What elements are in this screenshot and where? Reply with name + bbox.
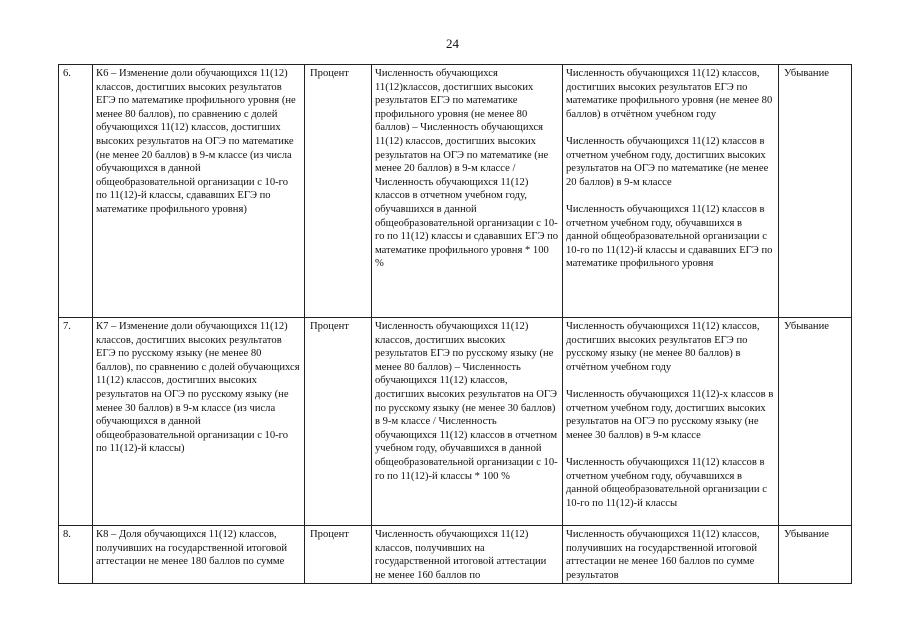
source-data <box>563 526 779 584</box>
calculation-formula: Численность обучающихся 11(12) классов, достигших высоких результатов ЕГЭ по русскому языку (не менее 80 баллов) – Численность обучающихся 11(12) классов, достигших высоких результатов на ОГЭ по русскому языку (не менее 30 баллов) в 9-м классе / Численность обучающихся 11(12) классов в отчетном учебном году, обучавшихся в данной общеобразовательной организации с 10-го по 11(12)-й классы * 100 % <box>372 318 563 526</box>
calculation-formula: Численность обучающихся 11(12) классов, получивших на государственной итоговой аттестации не менее 160 баллов по <box>372 526 563 584</box>
calculation-formula: Численность обучающихся 11(12)классов, достигших высоких результатов ЕГЭ по математике профильного уровня (не менее 80 баллов) – Численность обучающихся 11(12) классов, достигших высоких результатов на ОГЭ по математике (не менее 20 баллов) в 9-м классе / Численность обучающихся 11(12) классов в отчетном учебном году, обучавшихся в данной общеобразовательной организации с 10-го по 11(12) классы и сдававших ЕГЭ по математике профильного уровня * 100 % <box>372 65 563 318</box>
source-item: Численность обучающихся 11(12)-х классов в отчетном учебном году, достигших высоких результатов на ОГЭ по русскому языку (не менее 30 баллов) в 9-м классе <box>566 388 774 441</box>
unit-of-measure: Процент <box>305 65 372 318</box>
source-item: Численность обучающихся 11(12) классов, достигших высоких результатов ЕГЭ по русскому языку (не менее 80 баллов) в отчётном учебном году <box>566 321 760 373</box>
page-number: 24 <box>446 36 459 51</box>
source-data <box>563 318 779 526</box>
table-row <box>59 65 852 318</box>
indicator-name: К6 – Изменение доли обучающихся 11(12) классов, достигших высоких результатов ЕГЭ по математике профильного уровня (не менее 80 баллов), по сравнению с долей обучающихся 11(12) классов, достигших высоких результатов на ОГЭ по математике (не менее 20 баллов) в 9-м классе (из числа обучающихся в данной общеобразовательной организации с 10-го по 11(12)-й классы, сдававших ЕГЭ по математике профильного уровня) <box>93 65 305 318</box>
indicator-name: К7 – Изменение доли обучающихся 11(12) классов, достигших высоких результатов ЕГЭ по русскому языку (не менее 80 баллов), по сравнению с долей обучающихся 11(12) классов, достигших высоких результатов на ОГЭ по русскому языку (не менее 30 баллов) в 9-м классе (из числа обучающихся в данной общеобразовательной организации с 10-го по 11(12)-й классы) <box>93 318 305 526</box>
indicator-name: К8 – Доля обучающихся 11(12) классов, получивших на государственной итоговой аттестации не менее 180 баллов по сумме <box>93 526 305 584</box>
unit-of-measure: Процент <box>305 526 372 584</box>
unit-of-measure: Процент <box>305 318 372 526</box>
row-number: 8. <box>59 526 93 584</box>
source-item: Численность обучающихся 11(12) классов в отчетном учебном году, достигших высоких результатов на ОГЭ по математике (не менее 20 баллов) в 9-м классе <box>566 135 769 188</box>
source-item: Численность обучающихся 11(12) классов, достигших высоких результатов ЕГЭ по математике профильного уровня (не менее 80 баллов) в отчётном учебном году <box>566 68 773 120</box>
source-item: Численность обучающихся 11(12) классов, получивших на государственной итоговой аттестации не менее 160 баллов по сумме результатов <box>566 529 760 581</box>
trend: Убывание <box>779 526 852 584</box>
row-number: 7. <box>59 318 93 526</box>
table-row <box>59 526 852 584</box>
trend: Убывание <box>779 318 852 526</box>
source-item: Численность обучающихся 11(12) классов в отчетном учебном году, обучавшихся в данной общеобразовательной организации с 10-го по 11(12)-й классы и сдававших ЕГЭ по математике профильного уровня <box>566 203 773 270</box>
indicators-table <box>58 64 852 584</box>
table-row <box>59 318 852 526</box>
source-data <box>563 65 779 318</box>
row-number: 6. <box>59 65 93 318</box>
trend: Убывание <box>779 65 852 318</box>
source-item: Численность обучающихся 11(12) классов в отчетном учебном году, обучавшихся в данной общеобразовательной организации с 10-го по 11(12)-й классы <box>566 456 767 509</box>
